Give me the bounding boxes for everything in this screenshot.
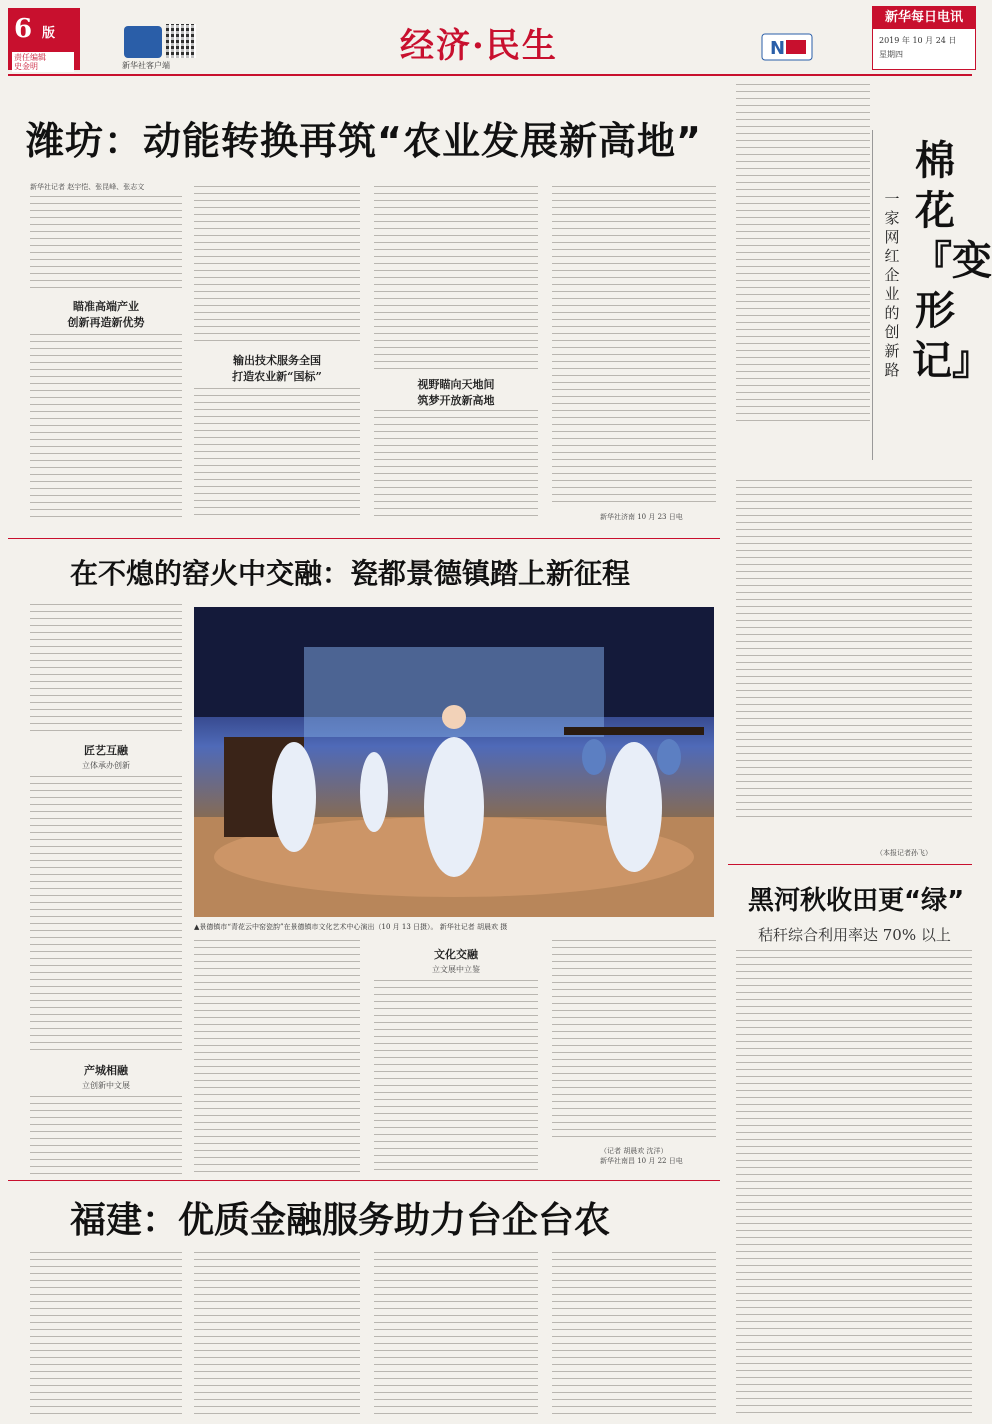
photo-caption: ▲景德镇市“青花云中窑瓷韵”在景德镇市文化艺术中心演出（10 月 13 日摄）。 新华社记者 胡晨欢 摄 xyxy=(194,923,508,931)
article-text-column xyxy=(374,410,538,520)
byline-weifang: 新华社记者 赵宇恺、张昆峰、张志文 xyxy=(30,183,145,191)
editor-line: 责任编辑 史金明 xyxy=(12,52,74,72)
article-text-column xyxy=(736,480,972,820)
subhead-jingdezhen-3: 文化交融 xyxy=(434,948,478,961)
header-rule xyxy=(8,74,972,76)
article-text-column xyxy=(374,980,538,1176)
subhead-weifang-3: 视野瞄向天地间 筑梦开放新高地 xyxy=(417,378,495,407)
performance-photo[interactable] xyxy=(194,607,714,917)
xinhua-new-media-logo xyxy=(762,30,812,64)
section-title: 经济·民生 xyxy=(400,26,558,66)
box-rule xyxy=(728,864,972,865)
issue-weekday: 星期四 xyxy=(879,50,903,59)
page-number-badge xyxy=(8,8,80,70)
paper-masthead-box xyxy=(872,6,976,70)
subhead-small-1: 立体承办创新 xyxy=(82,761,130,770)
article-text-column xyxy=(736,950,972,1416)
performance-photo-graphic xyxy=(194,607,714,917)
article-text-column xyxy=(30,1096,182,1176)
xinhua-client-logo[interactable] xyxy=(124,26,162,58)
headline-heihe[interactable]: 黑河秋收田更“绿” xyxy=(748,886,965,916)
column-divider xyxy=(872,130,873,460)
article-text-column xyxy=(30,196,182,294)
page-unit: 版 xyxy=(42,26,56,41)
article-text-column xyxy=(194,388,360,520)
subhead-weifang-1: 瞄准高端产业 创新再造新优势 xyxy=(67,300,145,329)
headline-cotton-text: 棉花『变形记』 xyxy=(912,138,992,384)
qr-code-overlay xyxy=(166,24,196,58)
article-text-column xyxy=(30,1252,182,1416)
article-text-column xyxy=(194,940,360,1176)
client-label: 新华社客户端 xyxy=(122,61,170,70)
headline-cotton[interactable] xyxy=(912,136,992,386)
article-text-column xyxy=(194,1252,360,1416)
headline-weifang[interactable]: 潍坊：动能转换再筑“农业发展新高地” xyxy=(26,119,702,163)
paper-name: 新华每日电讯 xyxy=(873,7,975,29)
article-text-column xyxy=(374,186,538,370)
article-text-column xyxy=(552,940,716,1140)
section-rule xyxy=(8,538,720,539)
article-text-column xyxy=(30,604,182,736)
subhead-small-3: 立文展中立鉴 xyxy=(432,965,480,974)
subhead-weifang-2: 输出技术服务全国 打造农业新“国标” xyxy=(232,354,322,383)
subhead-small-2: 立创新中文展 xyxy=(82,1081,130,1090)
end-byline-weifang: 新华社济南 10 月 23 日电 xyxy=(600,513,683,521)
article-text-column xyxy=(374,1252,538,1416)
headline-jingdezhen[interactable]: 在不熄的窑火中交融：瓷都景德镇踏上新征程 xyxy=(70,557,631,590)
svg-text:N: N xyxy=(770,38,786,59)
section-rule xyxy=(8,1180,720,1181)
headline-fujian[interactable]: 福建：优质金融服务助力台企台农 xyxy=(70,1200,611,1241)
end-byline-cotton: （本报记者孙飞） xyxy=(876,849,932,857)
article-text-column xyxy=(552,1252,716,1416)
article-text-column xyxy=(194,186,360,346)
page-number: 6 xyxy=(14,14,33,44)
article-text-column xyxy=(552,186,716,506)
subhead-cotton: 一家网红企业的创新路 xyxy=(884,190,900,379)
subhead-heihe: 秸秆综合利用率达 70% 以上 xyxy=(758,926,951,944)
issue-date: 2019 年 10 月 24 日 xyxy=(879,36,957,45)
subhead-jingdezhen-2: 产城相融 xyxy=(84,1064,128,1077)
subhead-jingdezhen-1: 匠艺互融 xyxy=(84,744,128,757)
end-byline-jingdezhen: （记者 胡晨欢 沈洋） 新华社南昌 10 月 22 日电 xyxy=(600,1147,683,1165)
article-text-column xyxy=(30,334,182,520)
article-text-column xyxy=(736,84,870,424)
article-text-column xyxy=(30,776,182,1056)
